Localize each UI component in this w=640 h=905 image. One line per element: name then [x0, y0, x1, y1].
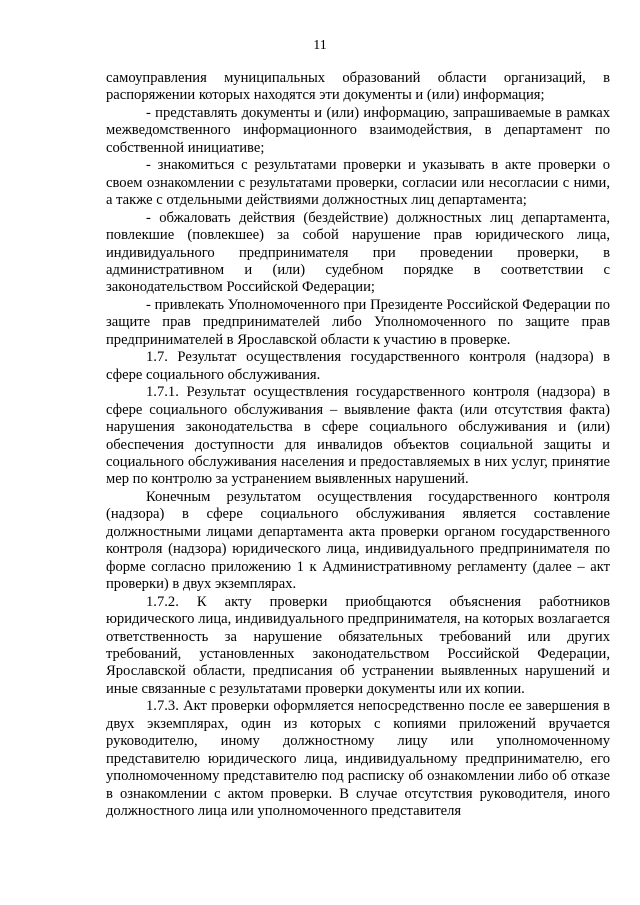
body-text: [106, 70, 610, 820]
paragraph-right-submit-documents: - представлять документы и (или) информацию, запрашиваемые в рамках межведомственного информационного взаимодействия, в департамент по собственной инициативе;: [106, 104, 610, 156]
paragraph-right-review-results: - знакомиться с результатами проверки и указывать в акте проверки о своем ознакомлении с результатами проверки, согласии или несогласии с ними, а также с отдельными действиями должностных лиц департамента;: [106, 157, 610, 209]
paragraph-right-appeal: - обжаловать действия (бездействие) должностных лиц департамента, повлекшие (повлекшее) за собой нарушение прав юридического лица, индивидуального предпринимателя при проведении проверки, в административном и (или) судебном порядке в соответствии с законодательством Российской Федерации;: [106, 209, 610, 296]
page-number: 11: [313, 38, 327, 53]
paragraph-section-1-7-1: 1.7.1. Результат осуществления государственного контроля (надзора) в сфере социального обслуживания – выявление факта (или отсутствия факта) нарушения законодательства в сфере социального обслуживания и (или) обеспечения доступности для инвалидов объектов социальной защиты и социального обслуживания населения и предоставляемых в них услуг, принятие мер по контролю за устранением выявленных нарушений.: [106, 384, 610, 488]
paragraph-section-1-7: 1.7. Результат осуществления государственного контроля (надзора) в сфере социального обслуживания.: [106, 349, 610, 383]
paragraph-final-result: Конечным результатом осуществления государственного контроля (надзора) в сфере социального обслуживания является составление должностными лицами департамента акта проверки органом государственного контроля (надзора) юридического лица, индивидуального предпринимателя по форме согласно приложению 1 к Административному регламенту (далее – акт проверки) в двух экземплярах.: [106, 488, 610, 593]
paragraph-section-1-7-2: 1.7.2. К акту проверки приобщаются объяснения работников юридического лица, индивидуального предпринимателя, на которых возлагается ответственность за нарушение обязательных требований или других требований, установленных законодательством Российской Федерации, Ярославской области, предписания об устранении выявленных нарушений и иные связанные с результатами проверки документы или их копии.: [106, 593, 610, 697]
paragraph-section-1-7-3: 1.7.3. Акт проверки оформляется непосредственно после ее завершения в двух экземплярах, один из которых с копиями приложений вручается руководителю, иному должностному лицу или уполномоченному представителю юридического лица, индивидуальному предпринимателю, его уполномоченному представителю под расписку об ознакомлении либо об отказе в ознакомлении с актом проверки. В случае отсутствия руководителя, иного должностного лица или уполномоченного представителя: [106, 698, 610, 820]
paragraph-continuation: самоуправления муниципальных образований области организаций, в распоряжении которых находятся эти документы и (или) информация;: [106, 70, 610, 104]
paragraph-right-ombudsman: - привлекать Уполномоченного при Президенте Российской Федерации по защите прав предпринимателей либо Уполномоченного по защите прав предпринимателей в Ярославской области к участию в проверке.: [106, 296, 610, 348]
